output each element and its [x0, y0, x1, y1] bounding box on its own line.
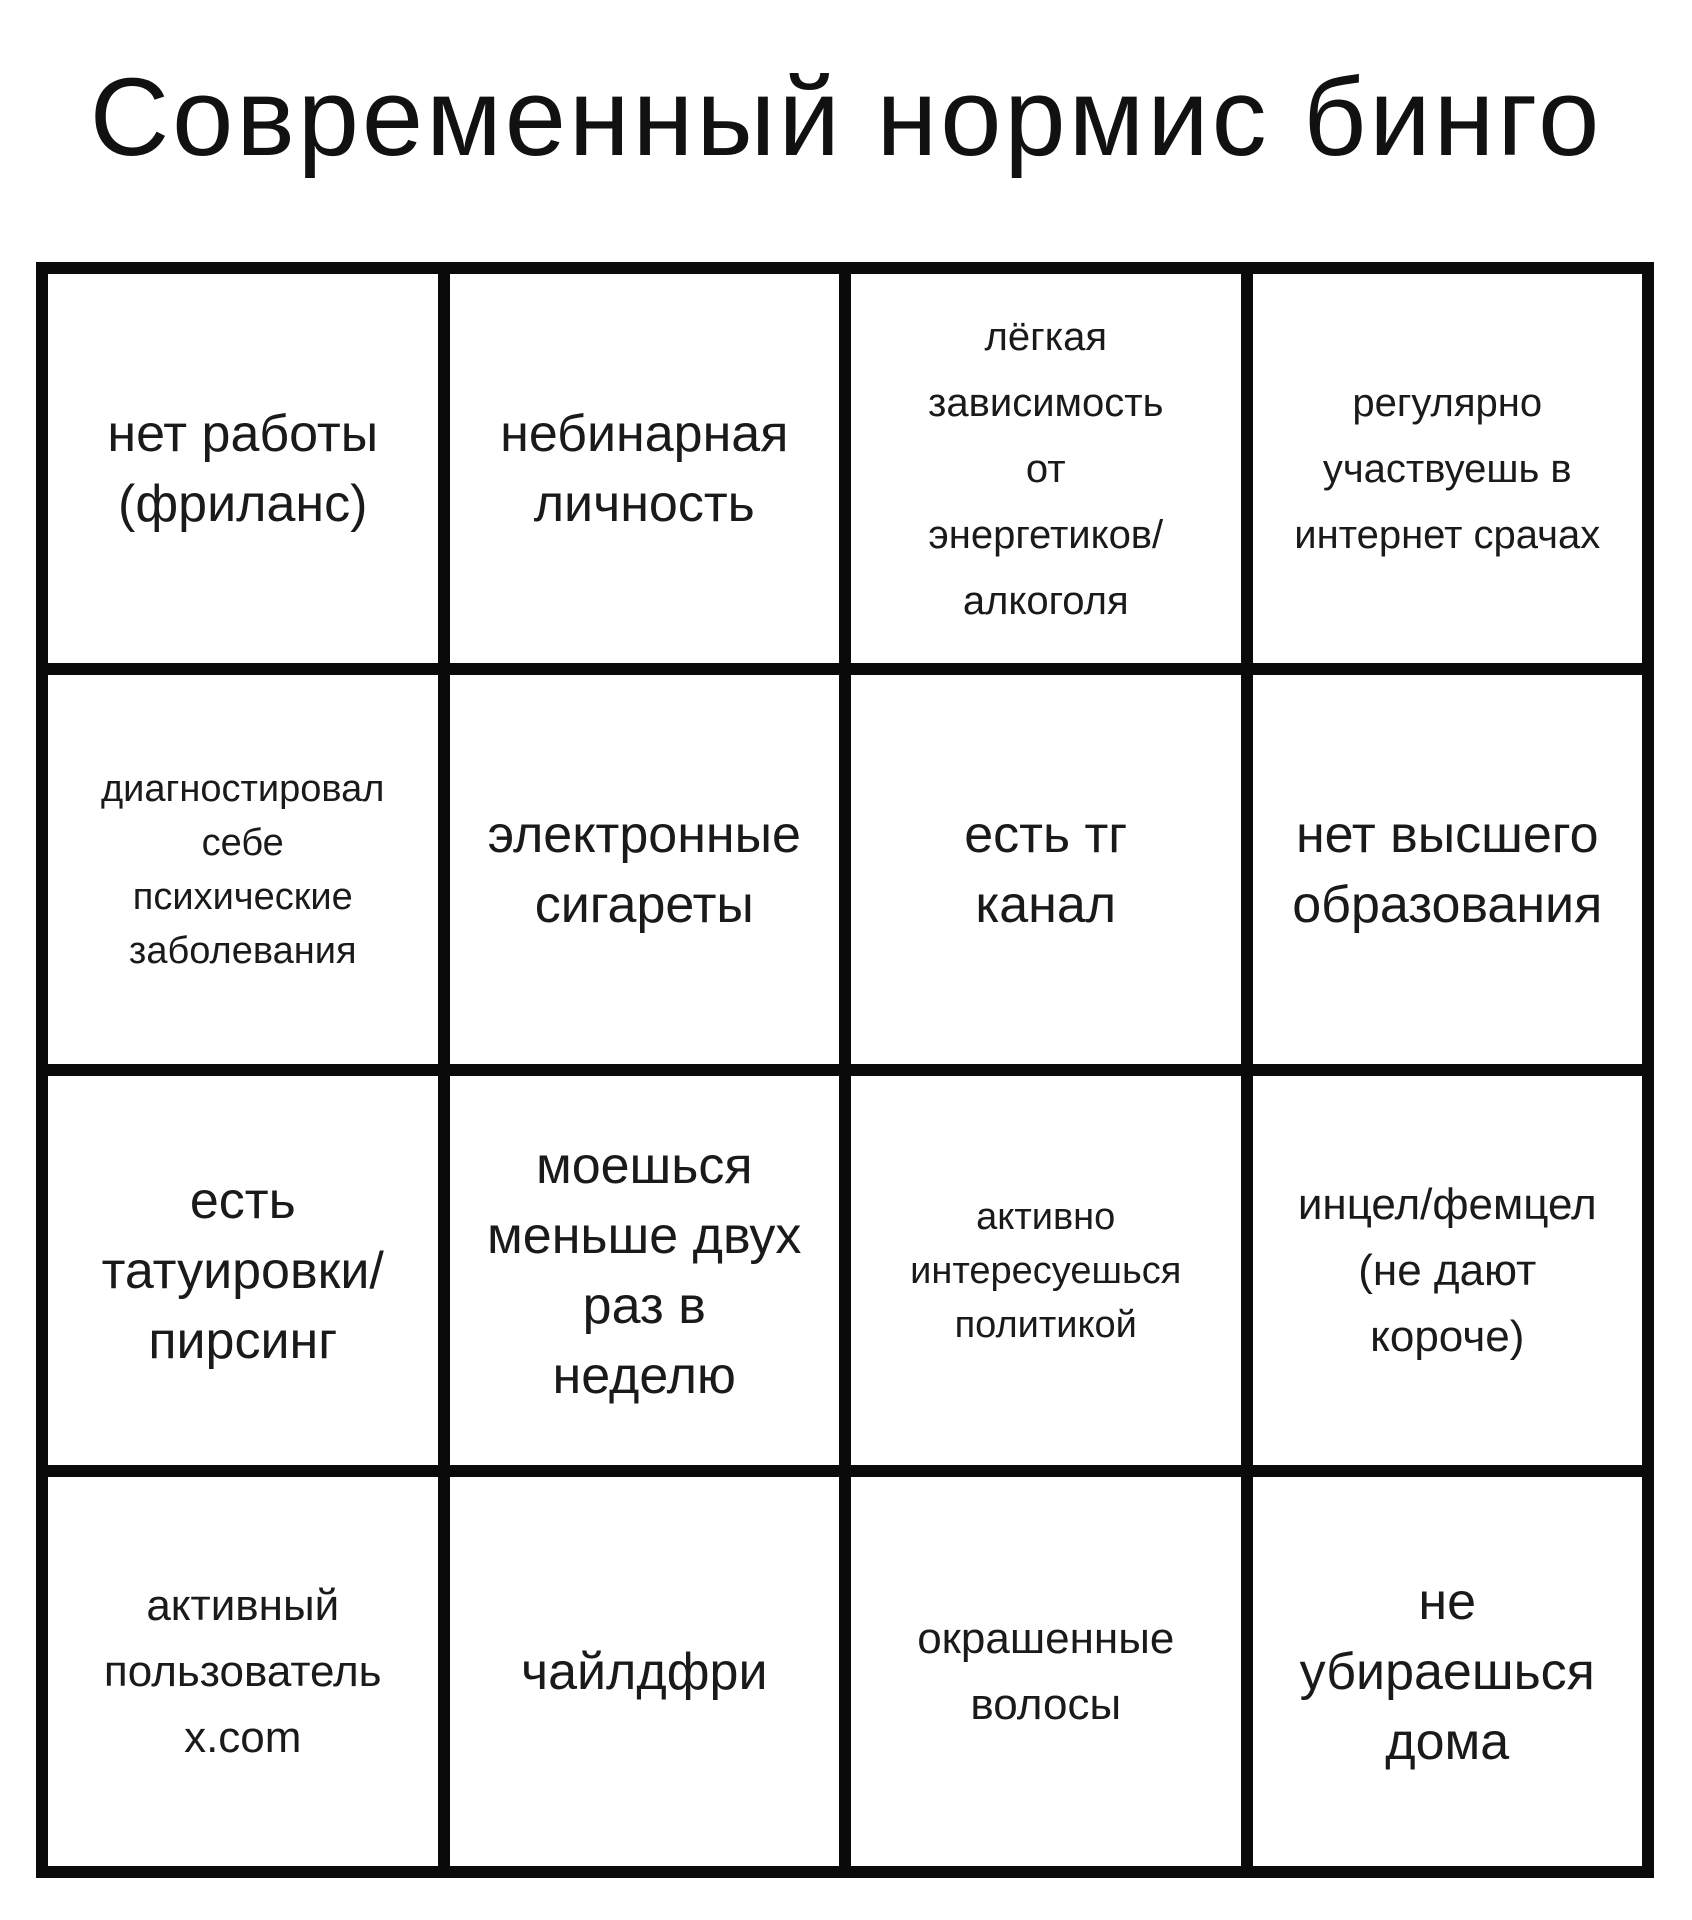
bingo-cell[interactable]	[48, 274, 438, 663]
bingo-cell[interactable]	[1253, 274, 1643, 663]
bingo-cell[interactable]	[1253, 1477, 1643, 1866]
bingo-cell-text: инцел/фемцел (не дают короче)	[1297, 1179, 1597, 1361]
bingo-cell[interactable]	[851, 274, 1241, 663]
bingo-cell-text: небинарная личность	[500, 404, 789, 533]
bingo-cell[interactable]	[851, 1477, 1241, 1866]
bingo-cell-text: не убираешься дома	[1299, 1572, 1595, 1771]
bingo-cell[interactable]	[48, 1076, 438, 1465]
bingo-cell[interactable]	[851, 675, 1241, 1064]
bingo-cell-text: есть татуировки/ пирсинг	[101, 1171, 384, 1370]
bingo-cell-text: есть тг канал	[964, 805, 1128, 934]
bingo-cell[interactable]	[851, 1076, 1241, 1465]
bingo-cell-text: лёгкая зависимость от энергетиков/ алкоголя	[928, 314, 1164, 623]
bingo-cell[interactable]	[1253, 1076, 1643, 1465]
bingo-cell[interactable]	[450, 1477, 840, 1866]
bingo-cell-text: активно интересуешься политикой	[910, 1195, 1182, 1346]
bingo-cell-text: активный пользователь x.com	[103, 1580, 382, 1762]
bingo-cell-text: диагностировал себе психические заболевания	[101, 767, 385, 972]
bingo-cell-text: чайлдфри	[521, 1642, 768, 1701]
bingo-cell[interactable]	[1253, 675, 1643, 1064]
bingo-cell[interactable]	[450, 675, 840, 1064]
bingo-cell[interactable]	[48, 675, 438, 1064]
bingo-cell-text: окрашенные волосы	[917, 1613, 1175, 1729]
bingo-cell-text: регулярно участвуешь в интернет срачах	[1294, 380, 1601, 557]
bingo-cell-text: нет высшего образования	[1292, 805, 1603, 934]
page-title: Современный нормис бинго	[89, 56, 1603, 179]
bingo-cell[interactable]	[48, 1477, 438, 1866]
bingo-grid	[36, 262, 1654, 1878]
bingo-cell-text: моешься меньше двух раз в неделю	[487, 1136, 802, 1405]
bingo-cell-text: электронные сигареты	[487, 805, 801, 934]
bingo-cell[interactable]	[450, 1076, 840, 1465]
bingo-cell[interactable]	[450, 274, 840, 663]
bingo-cell-text: нет работы (фриланс)	[107, 404, 379, 533]
